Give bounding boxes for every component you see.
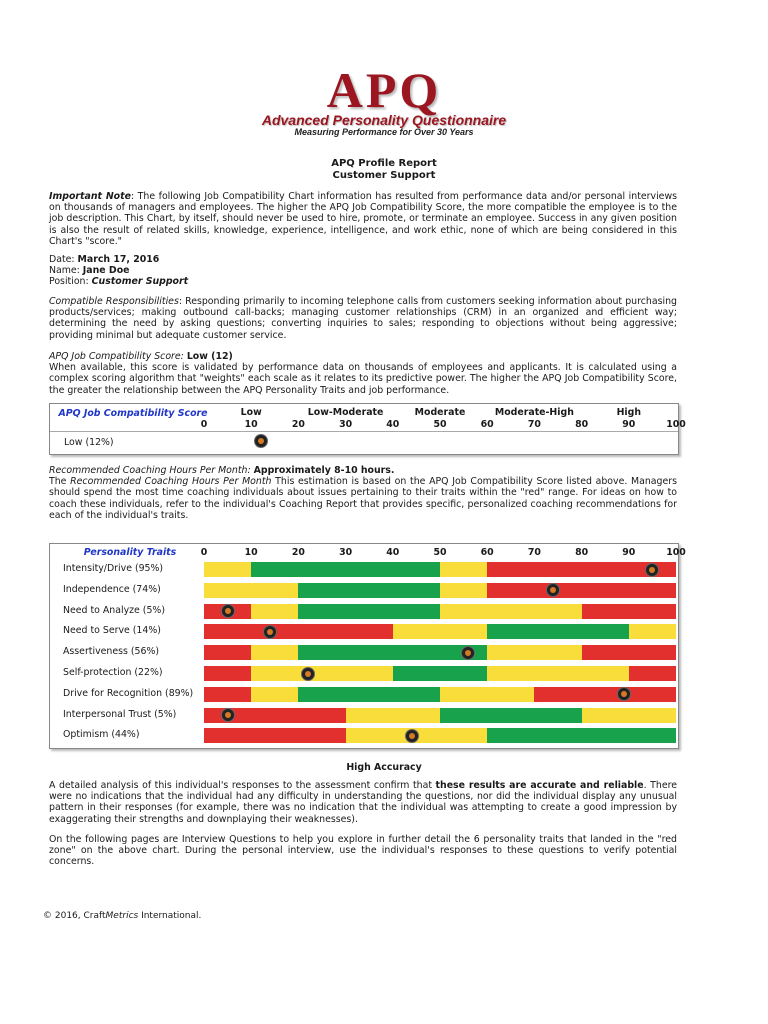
trait-score-marker xyxy=(264,626,276,638)
traits-tick-label: 60 xyxy=(480,547,494,558)
trait-zone-green xyxy=(298,604,440,619)
compat-tick-label: 100 xyxy=(666,419,686,430)
trait-zone-red xyxy=(204,728,346,743)
score-text: When available, this score is validated by performance data on thousands of employees and applicants. It is calculated using a complex scoring algorithm that "weights" each scale as it relates to its predictive power. The higher the APQ Job Compatibility Score, the greater the relationship between the APQ Personality Traits and job performance. xyxy=(49,362,677,396)
trait-zone-red xyxy=(487,583,676,598)
personality-traits-chart xyxy=(49,543,686,749)
trait-label: Independence (74%) xyxy=(63,583,161,595)
coaching-text: The Recommended Coaching Hours Per Month This estimation is based on the APQ Job Compatibility Score listed above. Managers should spend the most time coaching individuals about issues pertaining to their traits within the "red" range. For ideas on how to coach these individuals, refer to the individual's Coaching Report that provides specific, personalized coaching recommendations for each of the individual's traits. xyxy=(49,476,678,521)
compat-tick-label: 50 xyxy=(433,419,447,430)
trait-score-marker xyxy=(462,647,474,659)
trait-zone-red xyxy=(204,666,251,681)
traits-tick-label: 30 xyxy=(339,547,353,558)
compat-tick-label: 90 xyxy=(622,419,636,430)
trait-zone-yellow xyxy=(440,687,534,702)
trait-score-marker xyxy=(222,605,234,617)
logo-subtitle: Advanced Personality Questionnaire xyxy=(261,112,507,128)
trait-label: Assertiveness (56%) xyxy=(63,646,160,658)
important-note xyxy=(49,191,677,247)
logo-tagline: Measuring Performance for Over 30 Years xyxy=(294,127,474,137)
compat-range-label: Moderate-High xyxy=(494,407,574,418)
trait-bar xyxy=(204,666,676,681)
trait-zone-yellow xyxy=(629,624,676,639)
trait-zone-yellow xyxy=(582,708,676,723)
trait-score-marker xyxy=(618,688,630,700)
trait-zone-yellow xyxy=(204,562,251,577)
trait-bar xyxy=(204,708,676,723)
trait-zone-red xyxy=(204,645,251,660)
compat-chart-header: APQ Job Compatibility Score xyxy=(58,408,208,419)
trait-zone-green xyxy=(440,708,582,723)
trait-zone-yellow xyxy=(251,666,393,681)
report-title-line: APQ Profile Report xyxy=(331,158,437,169)
trait-zone-green xyxy=(393,666,487,681)
info-block xyxy=(49,254,677,288)
trait-zone-yellow xyxy=(251,645,298,660)
trait-bar xyxy=(204,728,676,743)
trait-label: Need to Analyze (5%) xyxy=(63,604,165,616)
trait-score-marker xyxy=(222,709,234,721)
high-accuracy-title: High Accuracy xyxy=(346,762,422,773)
apq-logo: APQ xyxy=(326,62,442,118)
important-note-label: Important Note xyxy=(49,191,131,202)
compat-tick-label: 70 xyxy=(527,419,541,430)
trait-zone-green xyxy=(251,562,440,577)
date-value: March 17, 2016 xyxy=(77,254,160,265)
trait-score-marker xyxy=(406,730,418,742)
traits-tick-label: 100 xyxy=(666,547,686,558)
trait-zone-red xyxy=(582,604,676,619)
compat-tick-label: 10 xyxy=(244,419,258,430)
coaching-line: Recommended Coaching Hours Per Month: Approximately 8-10 hours. xyxy=(49,465,395,476)
position-value: Customer Support xyxy=(91,276,189,288)
traits-tick-label: 20 xyxy=(291,547,305,558)
compat-tick-label: 0 xyxy=(200,419,208,430)
coaching-block xyxy=(49,465,677,521)
compatible-responsibilities xyxy=(49,296,677,341)
trait-zone-red xyxy=(204,624,393,639)
responsibilities-label: Compatible Responsibilities xyxy=(49,296,179,307)
trait-zone-yellow xyxy=(440,583,487,598)
trait-label: Interpersonal Trust (5%) xyxy=(63,708,177,720)
trait-bar xyxy=(204,604,676,619)
trait-zone-yellow xyxy=(251,604,298,619)
trait-score-marker xyxy=(646,564,658,576)
trait-zone-red xyxy=(629,666,676,681)
compat-tick-label: 30 xyxy=(339,419,353,430)
trait-bar xyxy=(204,583,676,598)
traits-tick-label: 40 xyxy=(386,547,400,558)
traits-tick-label: 50 xyxy=(433,547,447,558)
trait-bar xyxy=(204,645,676,660)
compat-tick-label: 60 xyxy=(480,419,494,430)
responsibilities-text: : Responding primarily to incoming telephone calls from customers seeking information about purchasing products/services; making outbound call-backs; managing customer relationships (CRM) in an organized and efficient way; determining the need by asking questions; converting inquiries to sales; responding to objections without being aggressive; providing minimal but adequate customer service. xyxy=(49,296,677,341)
compat-range-label: Moderate xyxy=(414,407,466,418)
trait-score-marker xyxy=(547,584,559,596)
trait-zone-red xyxy=(582,645,676,660)
trait-zone-yellow xyxy=(487,645,581,660)
trait-bar xyxy=(204,562,676,577)
traits-tick-label: 80 xyxy=(575,547,589,558)
trait-zone-yellow xyxy=(487,666,629,681)
traits-tick-label: 0 xyxy=(200,547,208,558)
trait-zone-yellow xyxy=(346,708,440,723)
traits-chart-title: Personality Traits xyxy=(83,547,177,558)
trait-zone-yellow xyxy=(251,687,298,702)
compat-tick-label: 40 xyxy=(386,419,400,430)
trait-zone-green xyxy=(298,645,487,660)
trait-zone-yellow xyxy=(393,624,487,639)
score-line: APQ Job Compatibility Score: Low (12) xyxy=(49,351,233,362)
trait-zone-green xyxy=(298,687,440,702)
trait-zone-green xyxy=(487,624,629,639)
trait-zone-red xyxy=(204,687,251,702)
trait-label: Self-protection (22%) xyxy=(63,667,163,678)
compat-tick-label: 80 xyxy=(575,419,589,430)
trait-zone-yellow xyxy=(204,583,298,598)
trait-zone-yellow xyxy=(440,562,487,577)
trait-bar xyxy=(204,687,676,702)
important-note-text: : The following Job Compatibility Chart information has resulted from performance data and/or personal interviews on thousands of managers and employees. The higher the APQ Job Compatibility Score, the more compatible the employee is to the job description. This Chart, by itself, should never be used to hire, promote, or terminate an employee. Success in any given position is also the result of related skills, knowledge, experience, intelligence, and work ethic, none of which are being considered in this Chart's "score." xyxy=(49,191,677,247)
score-value: Low (12) xyxy=(186,351,233,362)
compatibility-score-block xyxy=(49,351,677,396)
footer-copyright: © 2016, CraftMetrics International. xyxy=(43,911,202,921)
trait-label: Optimism (44%) xyxy=(63,729,140,741)
compat-tick-label: 20 xyxy=(291,419,305,430)
report-title xyxy=(0,158,768,182)
trait-label: Intensity/Drive (95%) xyxy=(63,563,164,574)
trait-zone-green xyxy=(298,583,440,598)
name-line: Name: Jane Doe xyxy=(49,265,130,277)
trait-zone-green xyxy=(487,728,676,743)
high-accuracy-text: A detailed analysis of this individual's responses to the assessment confirm that these results are accurate and reliable. There were no indications that the individual had any difficulty in understanding the questions, nor did the individual display any unusual pattern in their responses (for example, there was no indication that the individual was attempting to create a good impression by exaggerating their strengths and downplaying their weaknesses). xyxy=(49,780,678,825)
traits-tick-label: 10 xyxy=(244,547,258,558)
compat-row-label: Low (12%) xyxy=(64,437,114,448)
position-line: Position: Customer Support xyxy=(49,276,189,288)
trait-zone-yellow xyxy=(440,604,582,619)
compat-score-marker xyxy=(255,435,267,447)
traits-tick-label: 90 xyxy=(622,547,636,558)
compat-range-label: High xyxy=(616,407,642,418)
compatibility-chart xyxy=(49,403,686,455)
followup-text: On the following pages are Interview Questions to help you explore in further detail the 6 personality traits that landed in the "red zone" on the above chart. During the personal interview, use the individual's responses to these questions to verify potential concerns. xyxy=(49,834,677,868)
compat-range-label: Low xyxy=(240,407,262,418)
compat-divider xyxy=(50,431,678,432)
trait-zone-red xyxy=(534,687,676,702)
traits-tick-label: 70 xyxy=(527,547,541,558)
trait-label: Need to Serve (14%) xyxy=(63,625,161,637)
date-line: Date: March 17, 2016 xyxy=(49,254,160,265)
coaching-value: Approximately 8-10 hours. xyxy=(253,465,395,476)
trait-score-marker xyxy=(302,668,314,680)
trait-label: Drive for Recognition (89%) xyxy=(63,687,194,699)
name-value: Jane Doe xyxy=(82,265,130,277)
compat-range-label: Low-Moderate xyxy=(307,407,384,418)
report-position-line: Customer Support xyxy=(332,170,436,181)
